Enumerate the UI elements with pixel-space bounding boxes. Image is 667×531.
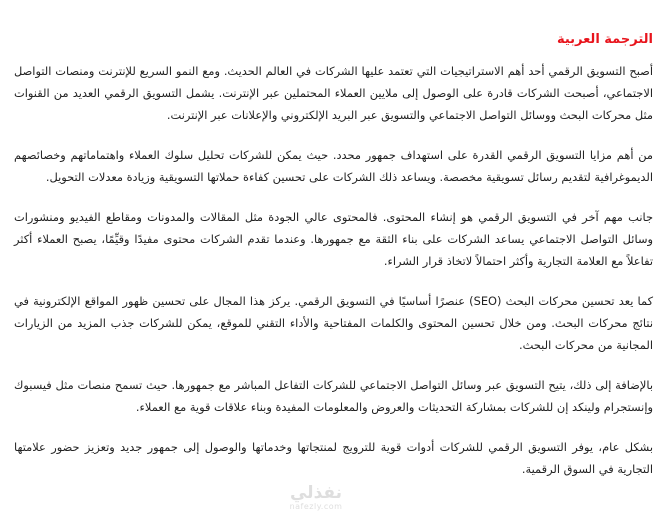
paragraph-content: جانب مهم آخر في التسويق الرقمي هو إنشاء المحتوى. فالمحتوى عالي الجودة مثل المقالات والمدونات ومقاطع الفيديو ومنشورات وسائل التواصل الاجتماعي يساعد الشركات على بناء الثقة مع جمهورها. وعندما تقدم الشركات محتوى مفيدًا وقيِّمًا، يصبح العملاء أكثر تفاعلاً مع العلامة التجارية وأكثر احتمالاً لاتخاذ قرار الشراء. bbox=[14, 210, 653, 268]
paragraph-targeting: من أهم مزايا التسويق الرقمي القدرة على استهداف جمهور محدد. حيث يمكن للشركات تحليل سلوك العملاء واهتماماتهم وخصائصهم الديموغرافية لتقديم رسائل تسويقية مخصصة. ويساعد ذلك الشركات على تحسين كفاءة حملاتها التسويقية وزيادة معدلات التحويل. bbox=[14, 148, 653, 184]
nafezly-watermark-logo bbox=[286, 484, 346, 511]
paragraph-social-media: بالإضافة إلى ذلك، يتيح التسويق عبر وسائل التواصل الاجتماعي للشركات التفاعل المباشر مع جمهورها. حيث تسمح منصات مثل فيسبوك وإنستجرام ولينكد إن للشركات بمشاركة التحديثات والعروض والمعلومات المفيدة وبناء علاقات قوية مع العملاء. bbox=[14, 378, 653, 414]
watermark-brand: نفذلي bbox=[289, 483, 343, 503]
document-heading: الترجمة العربية bbox=[556, 32, 653, 47]
paragraph-seo: كما يعد تحسين محركات البحث (SEO) عنصرًا أساسيًا في التسويق الرقمي. يركز هذا المجال على تحسين ظهور المواقع الإلكترونية في نتائج محركات البحث. ومن خلال تحسين المحتوى والكلمات المفتاحية والأداء التقني للموقع، يمكن للشركات جذب المزيد من الزيارات المجانية من محركات البحث. bbox=[14, 294, 653, 352]
document bbox=[14, 8, 653, 480]
paragraph-conclusion: بشكل عام، يوفر التسويق الرقمي للشركات أدوات قوية للترويج لمنتجاتها وخدماتها والوصول إلى جمهور جديد وتعزيز حضور علامتها التجارية في السوق الرقمية. bbox=[14, 440, 653, 476]
watermark-domain: nafezly.com bbox=[289, 502, 343, 511]
paragraph-intro: أصبح التسويق الرقمي أحد أهم الاستراتيجيات التي تعتمد عليها الشركات في العالم الحديث. ومع النمو السريع للإنترنت ومنصات التواصل الاجتماعي، أصبحت الشركات قادرة على الوصول إلى ملايين العملاء المحتملين عبر الإنترنت. يشمل التسويق الرقمي العديد من القنوات مثل محركات البحث ووسائل التواصل الاجتماعي والتسويق عبر البريد الإلكتروني والإعلانات عبر الإنترنت. bbox=[14, 64, 653, 122]
